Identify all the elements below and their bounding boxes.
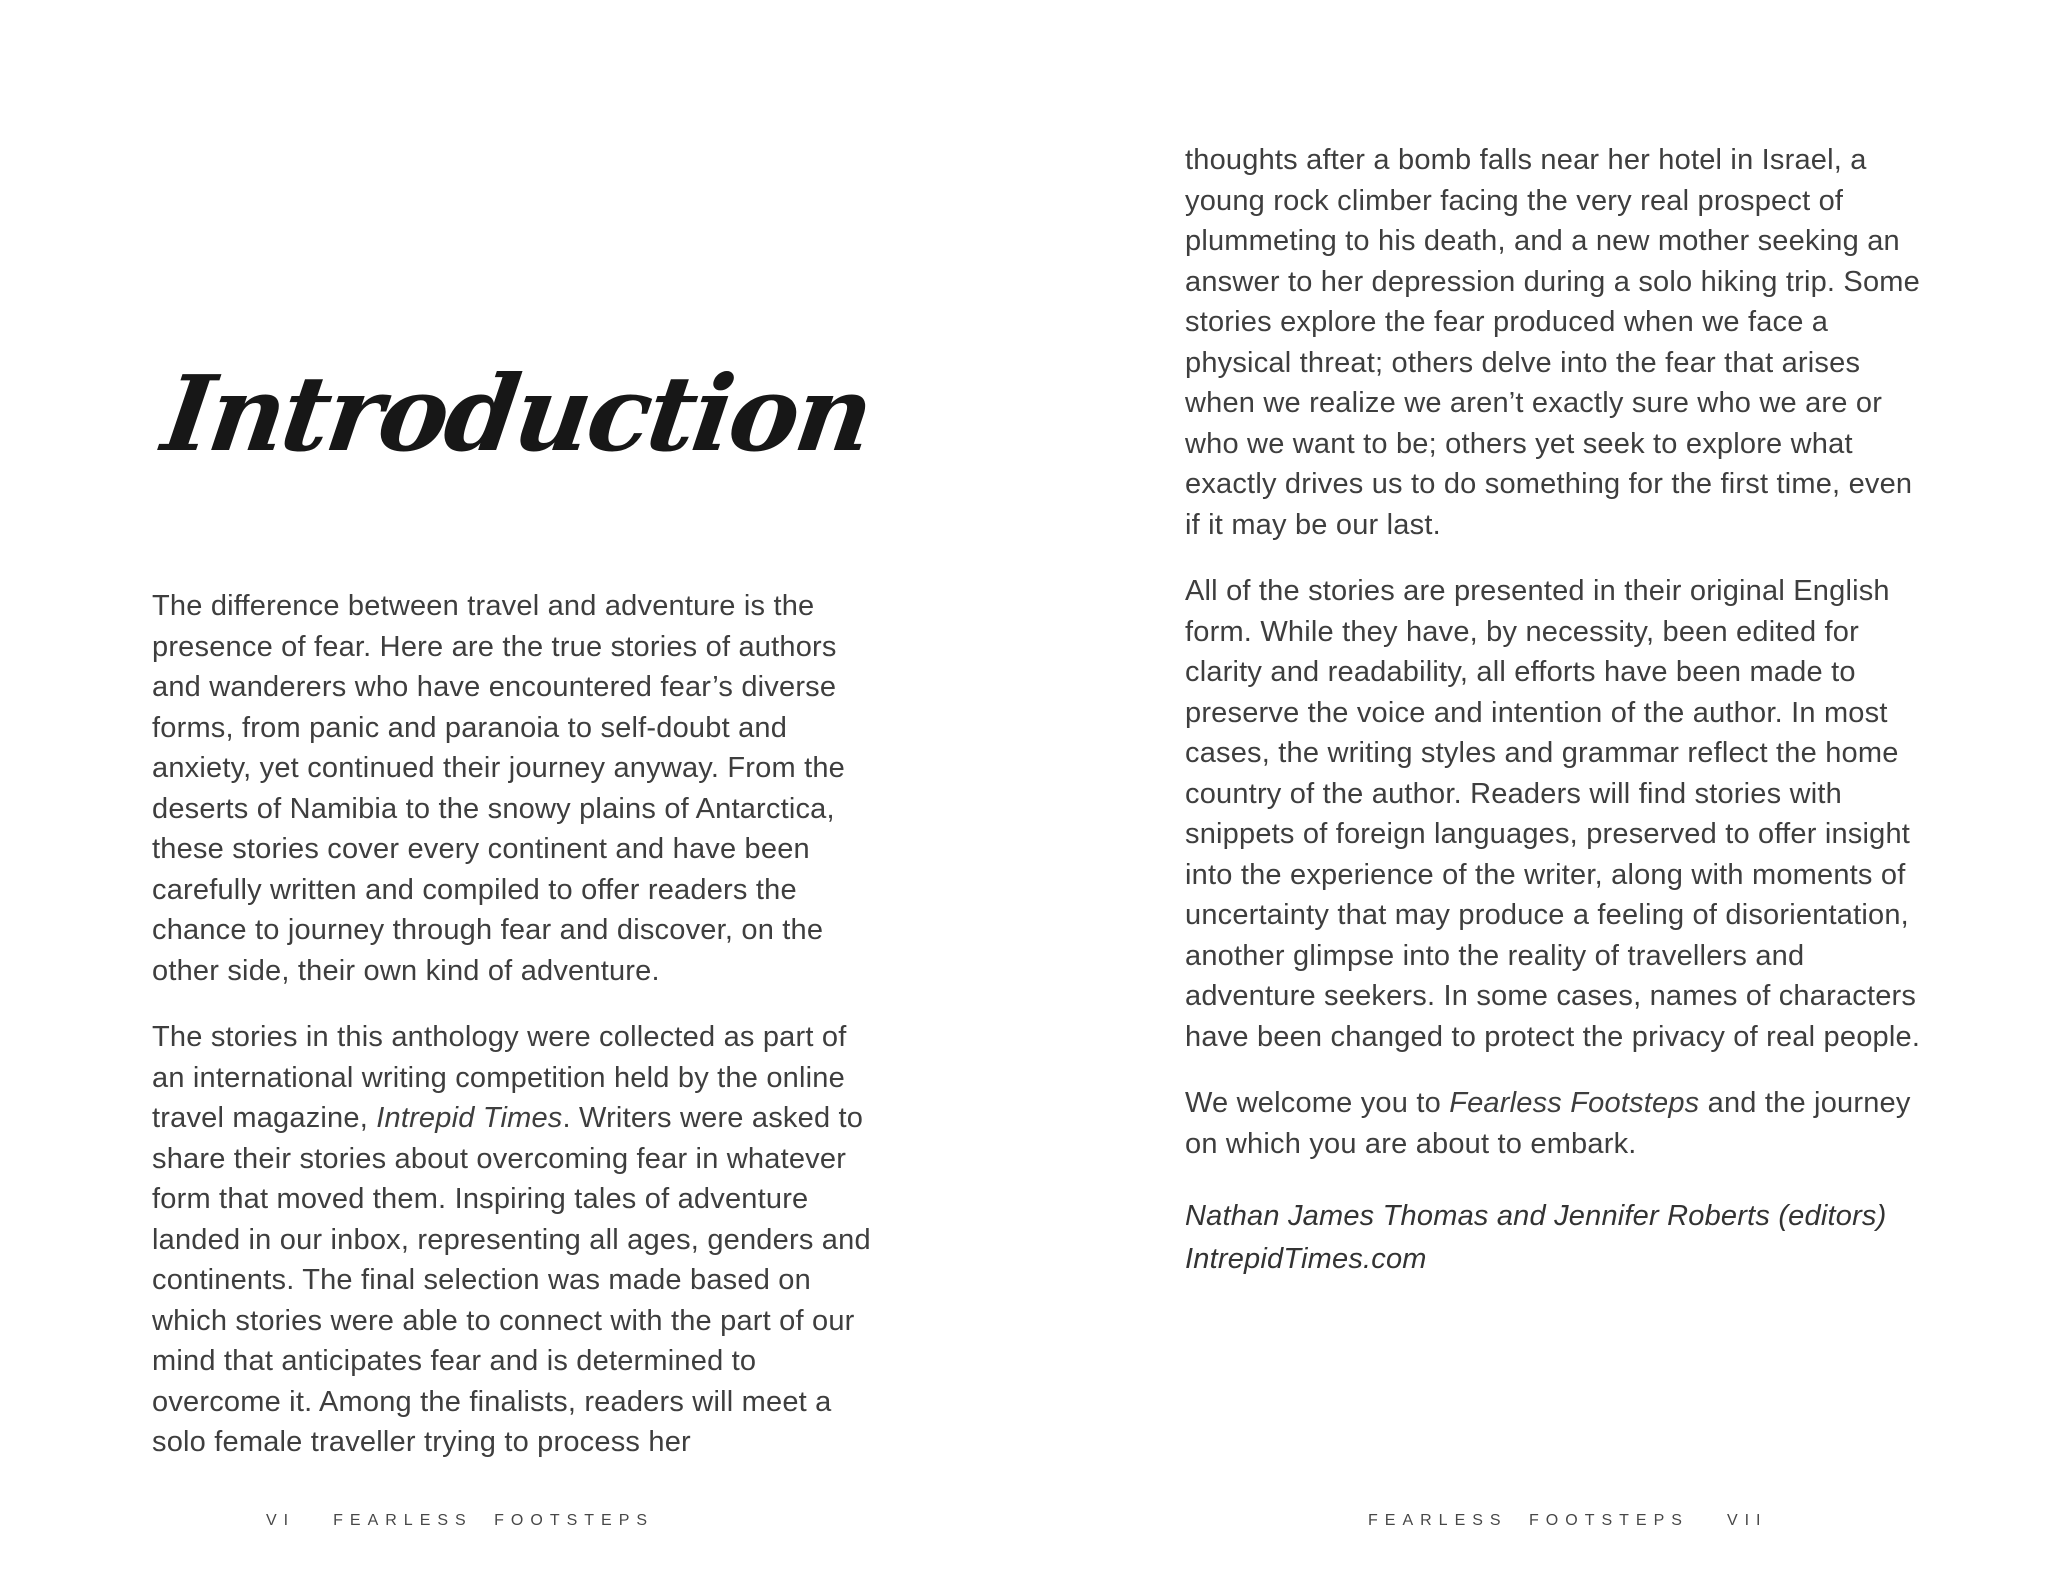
footer-right — [1368, 1512, 1768, 1530]
paragraph: We welcome you to Fearless Footsteps and the journey on which you are about to embark. — [1185, 1087, 1911, 1160]
running-title-left: FEARLESS FOOTSTEPS — [333, 1512, 655, 1529]
paragraph: The difference between travel and adventure is the presence of fear. Here are the true stories of authors and wanderers who have encountered fear’s diverse forms, from panic and paranoia to self-doubt and anxiety, yet continued their journey anyway. From the deserts of Namibia to the snowy plains of Antarctica, these stories cover every continent and have been carefully written and compiled to offer readers the chance to journey through fear and discover, on the other side, their own kind of adventure. — [152, 590, 845, 987]
signature-editors-line: Nathan James Thomas and Jennifer Roberts (editors) — [1185, 1200, 1887, 1232]
paragraph: thoughts after a bomb falls near her hotel in Israel, a young rock climber facing the very real prospect of plummeting to his death, and a new mother seeking an answer to her depression during a solo hiking trip. Some stories explore the fear produced when we face a physical threat; others delve into the fear that arises when we realize we aren’t exactly sure who we are or who we want to be; others yet seek to explore what exactly drives us to do something for the first time, even if it may be our last. — [1185, 144, 1920, 541]
chapter-title: Introduction — [156, 352, 878, 475]
running-title-right: FEARLESS FOOTSTEPS — [1368, 1512, 1689, 1529]
page-number-left: VI — [266, 1512, 296, 1529]
paragraph: The stories in this anthology were collected as part of an international writing competition held by the online travel magazine, Intrepid Times. Writers were asked to share their stories about overcoming fear in whatever form that moved them. Inspiring tales of adventure landed in our inbox, representing all ages, genders and continents. The final selection was made based on which stories were able to connect with the part of our mind that anticipates fear and is determined to overcome it. Among the finalists, readers will meet a solo female traveller trying to process her — [152, 1021, 871, 1458]
paragraph: All of the stories are presented in their original English form. While they have, by necessity, been edited for clarity and readability, all efforts have been made to preserve the voice and intention of the author. In most cases, the writing styles and grammar reflect the home country of the author. Readers will find stories with snippets of foreign languages, preserved to offer insight into the experience of the writer, along with moments of uncertainty that may produce a feeling of disorientation, another glimpse into the reality of travellers and adventure seekers. In some cases, names of characters have been changed to protect the privacy of real people. — [1185, 575, 1921, 1053]
footer-left — [266, 1512, 654, 1530]
left-page-body-text — [152, 586, 886, 1489]
signature-website-line: IntrepidTimes.com — [1185, 1242, 1427, 1275]
editors-signature — [1185, 1196, 1925, 1281]
right-page-body-text — [1185, 140, 1925, 1190]
page-number-right: VII — [1726, 1512, 1768, 1529]
